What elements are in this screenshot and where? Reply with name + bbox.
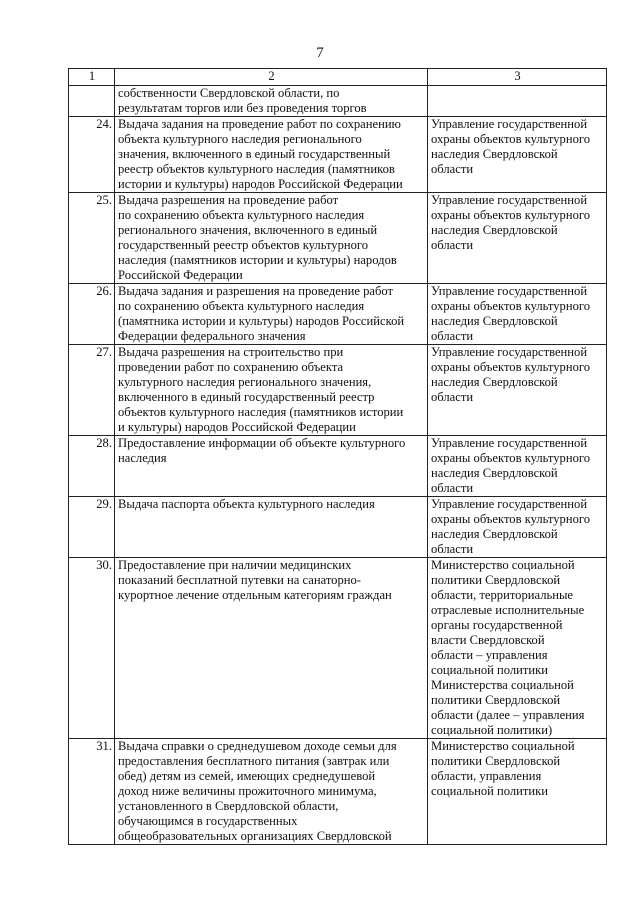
table-row (69, 497, 607, 558)
table-row (69, 193, 607, 284)
row-authority: Управление государственной охраны объектов культурного наследия Свердловской области (428, 345, 607, 436)
row-authority: Управление государственной охраны объектов культурного наследия Свердловской области (428, 117, 607, 193)
row-authority: Управление государственной охраны объектов культурного наследия Свердловской области (428, 497, 607, 558)
row-authority: Управление государственной охраны объектов культурного наследия Свердловской области (428, 436, 607, 497)
page-number: 7 (316, 45, 324, 61)
table-row (69, 117, 607, 193)
row-number: 30. (69, 558, 115, 739)
table-row (69, 436, 607, 497)
row-service: Выдача разрешения на строительство при проведении работ по сохранению объекта культурного наследия регионального значения, включенного в единый государственный реестр объектов культурного наследия (памятников истории и культуры) народов Российской Федерации (115, 345, 428, 436)
table-row (69, 345, 607, 436)
row-number: 24. (69, 117, 115, 193)
row-number: 25. (69, 193, 115, 284)
row-number: 26. (69, 284, 115, 345)
row-authority: Управление государственной охраны объектов культурного наследия Свердловской области (428, 193, 607, 284)
row-number: 29. (69, 497, 115, 558)
table-row (69, 284, 607, 345)
row-service: Выдача разрешения на проведение работ по сохранению объекта культурного наследия регионального значения, включенного в единый государственный реестр объектов культурного наследия (памятников истории и культуры) народов Российской Федерации (115, 193, 428, 284)
row-service: Предоставление информации об объекте культурного наследия (115, 436, 428, 497)
row-number: 31. (69, 739, 115, 845)
table-row (69, 558, 607, 739)
row-authority: Министерство социальной политики Свердловской области, управления социальной политики (428, 739, 607, 845)
table-row (69, 739, 607, 845)
row-authority: Управление государственной охраны объектов культурного наследия Свердловской области (428, 284, 607, 345)
row-service: Выдача задания на проведение работ по сохранению объекта культурного наследия регионального значения, включенного в единый государственный реестр объектов культурного наследия (памятников истории и культуры) народов Российской Федерации (115, 117, 428, 193)
row-number: 28. (69, 436, 115, 497)
row-service: Выдача справки о среднедушевом доходе семьи для предоставления бесплатного питания (завтрак или обед) детям из семей, имеющих среднедушевой доход ниже величины прожиточного минимума, установленного в Свердловской области, обучающимся в государственных общеобразовательных организациях Свердловской (115, 739, 428, 845)
header-col-service: 2 (115, 69, 428, 86)
header-col-number: 1 (69, 69, 115, 86)
row-service: Выдача паспорта объекта культурного наследия (115, 497, 428, 558)
row-number (69, 86, 115, 117)
row-service: собственности Свердловской области, по результатам торгов или без проведения торгов (115, 86, 428, 117)
row-service: Предоставление при наличии медицинских показаний бесплатной путевки на санаторно- курортное лечение отдельным категориям граждан (115, 558, 428, 739)
row-authority (428, 86, 607, 117)
row-number: 27. (69, 345, 115, 436)
row-authority: Министерство социальной политики Свердловской области, территориальные отраслевые исполнительные органы государственной власти Свердловской области – управления социальной политики Министерства социальной политики Свердловской области (далее – управления социальной политики) (428, 558, 607, 739)
header-col-authority: 3 (428, 69, 607, 86)
table-header-row (69, 69, 607, 86)
row-service: Выдача задания и разрешения на проведение работ по сохранению объекта культурного наследия (памятника истории и культуры) народов Российской Федерации федерального значения (115, 284, 428, 345)
table-row (69, 86, 607, 117)
services-table (68, 68, 607, 845)
